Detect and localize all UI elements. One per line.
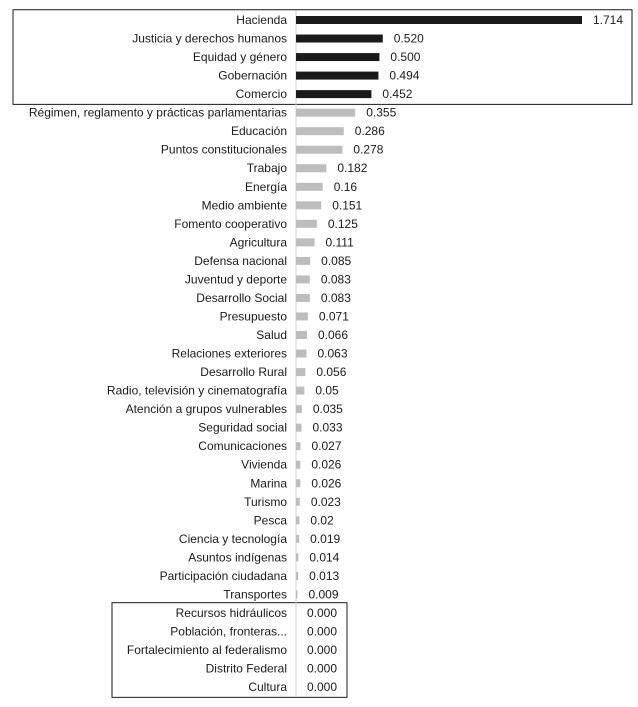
- value-label: 0.035: [312, 402, 343, 417]
- category-label: Desarrollo Social: [196, 290, 287, 305]
- category-label: Recursos hidráulicos: [175, 605, 287, 620]
- category-label: Marina: [250, 476, 287, 491]
- category-label: Régimen, reglamento y prácticas parlamentarias: [28, 105, 287, 120]
- category-label: Salud: [256, 328, 287, 343]
- bar: [296, 479, 300, 487]
- value-label: 0.085: [321, 253, 352, 268]
- value-label: 0.02: [310, 513, 334, 528]
- bar: [296, 590, 298, 598]
- value-label: 0.026: [311, 457, 342, 472]
- bar: [296, 405, 302, 413]
- category-label: Medio ambiente: [201, 198, 287, 213]
- category-label: Defensa nacional: [194, 253, 287, 268]
- category-label: Radio, televisión y cinematografía: [106, 383, 287, 398]
- bar: [296, 331, 307, 339]
- value-label: 0.027: [311, 439, 342, 454]
- category-label: Cultura: [248, 680, 287, 695]
- value-label: 0.019: [310, 531, 341, 546]
- value-label: 0.355: [366, 105, 397, 120]
- category-label: Justicia y derechos humanos: [132, 31, 287, 46]
- bar: [296, 461, 300, 469]
- value-label: 0.16: [333, 179, 358, 194]
- bar: [296, 238, 315, 246]
- value-label: 0.000: [307, 643, 338, 658]
- bar: [296, 553, 298, 561]
- value-label: 0.000: [307, 624, 338, 639]
- bar: [296, 294, 310, 302]
- value-label: 0.023: [310, 494, 341, 509]
- value-label: 0.452: [382, 87, 413, 102]
- bar: [296, 350, 307, 358]
- category-label: Vivienda: [241, 457, 287, 472]
- category-label: Relaciones exteriores: [171, 346, 287, 361]
- category-label: Juventud y deporte: [184, 272, 287, 287]
- value-label: 0.182: [337, 161, 368, 176]
- bar: [296, 16, 582, 24]
- category-label: Puntos constitucionales: [160, 142, 287, 157]
- bar: [296, 53, 379, 61]
- bar: [296, 516, 299, 524]
- category-label: Atención a grupos vulnerables: [125, 402, 287, 417]
- value-label: 0.151: [332, 198, 363, 213]
- bar: [296, 109, 355, 117]
- category-label: Comunicaciones: [198, 439, 287, 454]
- category-label: Población, fronteras...: [170, 624, 287, 639]
- bar: [296, 275, 310, 283]
- bar: [296, 442, 301, 450]
- bar: [296, 35, 383, 43]
- bar: [296, 257, 310, 265]
- category-label: Ciencia y tecnología: [178, 531, 287, 546]
- category-label: Presupuesto: [219, 309, 287, 324]
- value-label: 0.278: [353, 142, 384, 157]
- category-label: Fortalecimiento al federalismo: [126, 643, 287, 658]
- category-label: Gobernación: [218, 68, 287, 83]
- category-label: Asuntos indígenas: [188, 550, 287, 565]
- bar: [296, 535, 299, 543]
- value-label: 0.494: [389, 68, 420, 83]
- category-label: Educación: [230, 124, 287, 139]
- category-label: Transportes: [223, 587, 287, 602]
- bar: [296, 72, 378, 80]
- value-label: 0.520: [393, 31, 424, 46]
- value-label: 0.083: [320, 272, 351, 287]
- value-label: 0.009: [308, 587, 339, 602]
- category-label: Seguridad social: [198, 420, 287, 435]
- category-label: Energía: [244, 179, 287, 194]
- bar: [296, 387, 304, 395]
- bar: [296, 220, 317, 228]
- value-label: 0.063: [317, 346, 348, 361]
- category-label: Hacienda: [236, 13, 287, 27]
- value-label: 0.014: [309, 550, 340, 565]
- category-label: Desarrollo Rural: [200, 365, 287, 380]
- category-label: Agricultura: [229, 235, 287, 250]
- value-label: 0.083: [320, 290, 351, 305]
- bar: [296, 146, 342, 154]
- value-label: 0.500: [390, 50, 421, 65]
- category-label: Comercio: [235, 87, 287, 102]
- value-label: 0.056: [316, 365, 347, 380]
- category-label: Fomento cooperativo: [174, 216, 287, 231]
- value-label: 0.026: [311, 476, 342, 491]
- category-label: Distrito Federal: [205, 661, 287, 676]
- bar: [296, 572, 298, 580]
- value-label: 0.013: [309, 568, 340, 583]
- value-label: 0.066: [318, 328, 349, 343]
- bar: [296, 201, 321, 209]
- value-label: 0.000: [307, 661, 338, 676]
- bar: [296, 90, 371, 98]
- category-label: Pesca: [253, 513, 287, 528]
- value-label: 1.714: [593, 13, 624, 27]
- value-label: 0.000: [307, 605, 338, 620]
- bar: [296, 498, 300, 506]
- category-label: Equidad y género: [192, 50, 287, 65]
- category-label: Participación ciudadana: [159, 568, 287, 583]
- value-label: 0.000: [307, 680, 338, 695]
- bar: [296, 368, 305, 376]
- value-label: 0.111: [325, 235, 354, 250]
- bar: [296, 312, 308, 320]
- category-label: Trabajo: [246, 161, 287, 176]
- bar: [296, 183, 323, 191]
- bar: [296, 164, 326, 172]
- value-label: 0.05: [315, 383, 339, 398]
- bar: [296, 424, 302, 432]
- value-label: 0.071: [318, 309, 349, 324]
- value-label: 0.125: [327, 216, 358, 231]
- value-label: 0.286: [354, 124, 385, 139]
- value-label: 0.033: [312, 420, 343, 435]
- bar: [296, 127, 344, 135]
- category-label: Turismo: [244, 494, 287, 509]
